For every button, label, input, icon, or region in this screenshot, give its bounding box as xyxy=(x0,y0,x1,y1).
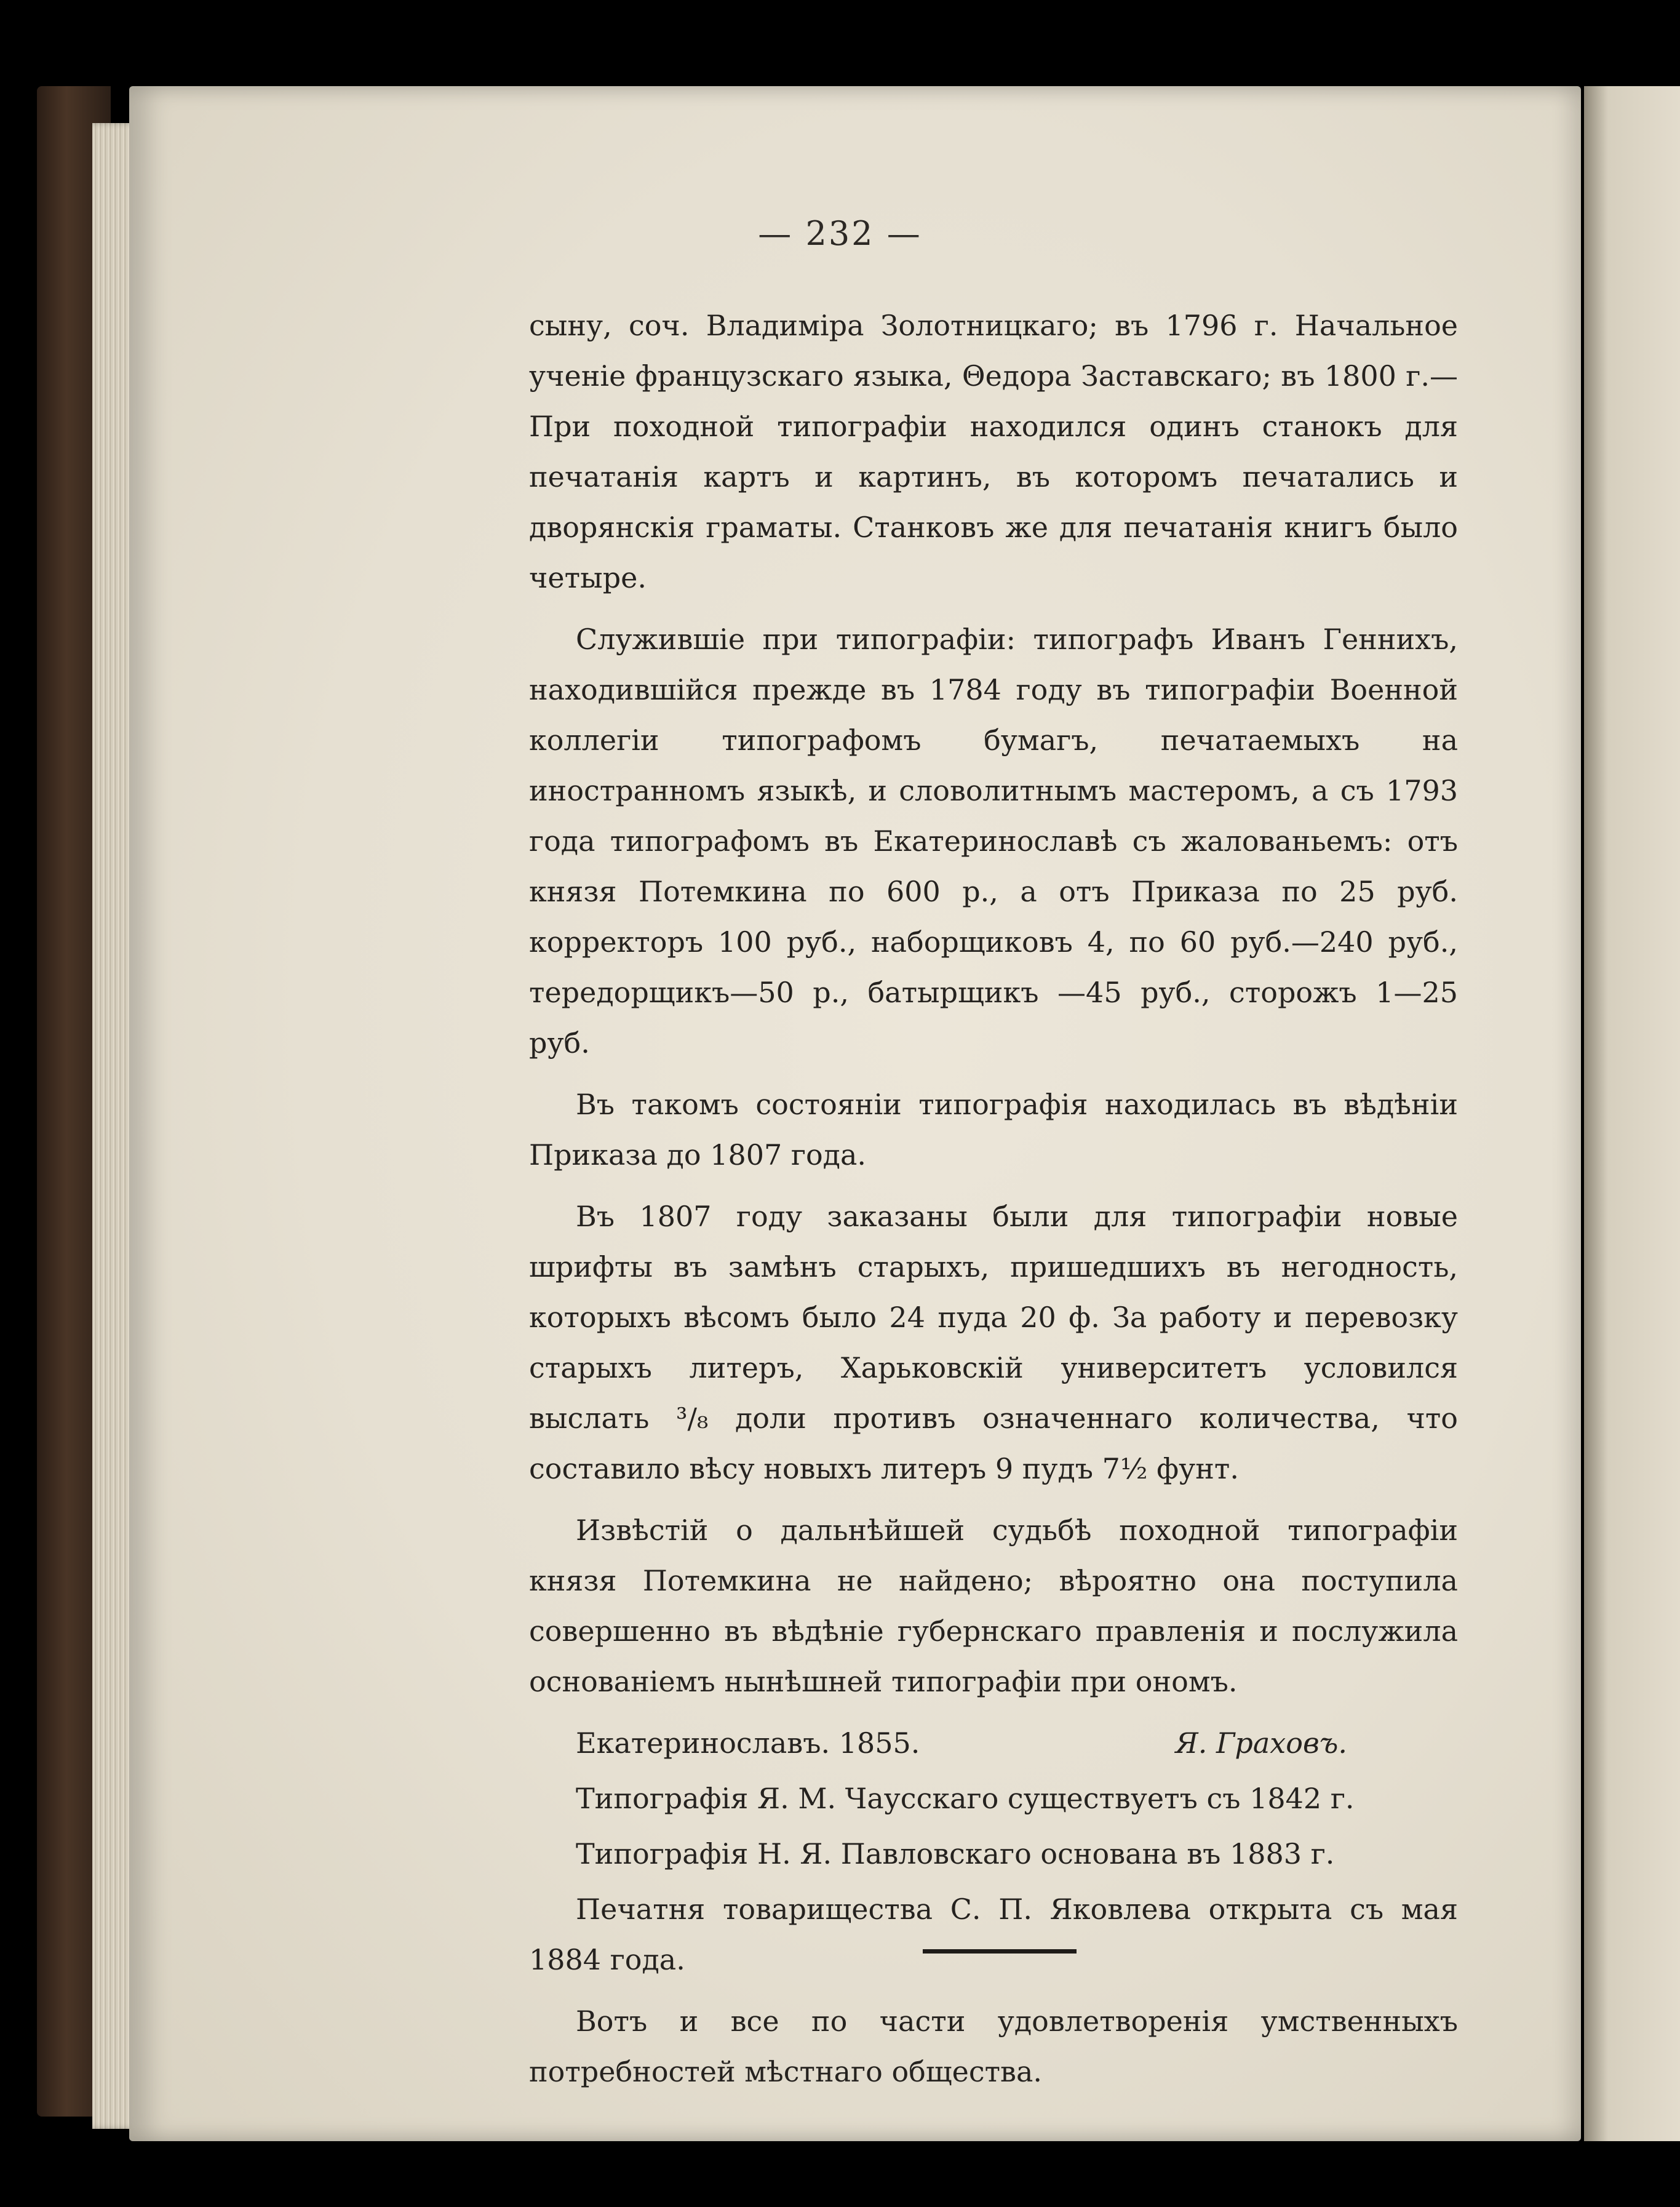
note: Типографія Я. М. Чаусскаго существуетъ съ 1842 г. xyxy=(576,1782,1355,1815)
note: Типографія Н. Я. Павловскаго основана въ 1883 г. xyxy=(576,1837,1335,1870)
paragraph: Извѣстій о дальнѣйшей судьбѣ походной типографіи князя Потемкина не найдено; вѣроятно она поступила совершенно въ вѣдѣніе губернскаго правленія и послужила основаніемъ нынѣшней типографіи при ономъ. xyxy=(529,1514,1458,1698)
paragraph: сыну, соч. Владиміра Золотницкаго; въ 1796 г. Начальное ученіе французскаго языка, Θедора Заставскаго; въ 1800 г.— При походной типографіи находился одинъ станокъ для печатанія картъ и картинъ, въ которомъ печатались и дворянскія граматы. Станковъ же для печатанія книгъ было четыре. xyxy=(529,309,1458,594)
paragraph: Въ 1807 году заказаны были для типографіи новые шрифты въ замѣнъ старыхъ, пришедшихъ въ негодность, которыхъ вѣсомъ было 24 пуда 20 ф. За работу и перевозку старыхъ литеръ, Харьковскій университетъ условился выслать ³/₈ доли противъ означеннаго количества, что составило вѣсу новыхъ литеръ 9 пудъ 7½ фунт. xyxy=(529,1200,1458,1485)
signature-line xyxy=(529,1718,1458,1768)
note: Вотъ и все по части удовлетворенія умственныхъ потребностей мѣстнаго общества. xyxy=(529,2005,1458,2088)
page-text xyxy=(529,300,1458,2108)
facing-page-edge xyxy=(1584,86,1680,2141)
page-number: — 232 — xyxy=(758,214,922,253)
closing-rule xyxy=(923,1949,1077,1954)
note: Печатня товарищества С. П. Яковлева открыта съ мая 1884 года. xyxy=(529,1893,1458,1976)
author-signature: Я. Граховъ. xyxy=(1175,1726,1347,1760)
place-date: Екатеринославъ. 1855. xyxy=(576,1726,920,1760)
paragraph: Служившіе при типографіи: типографъ Иванъ Геннихъ, находившійся прежде въ 1784 году въ типографіи Военной коллегіи типографомъ бумагъ, печатаемыхъ на иностранномъ языкѣ, и словолитнымъ мастеромъ, а съ 1793 года типографомъ въ Екатеринославѣ съ жалованьемъ: отъ князя Потемкина по 600 р., а отъ Приказа по 25 руб. корректоръ 100 руб., наборщиковъ 4, по 60 руб.—240 руб., тередорщикъ—50 р., батырщикъ —45 руб., сторожъ 1—25 руб. xyxy=(529,623,1458,1060)
paragraph: Въ такомъ состояніи типографія находилась въ вѣдѣніи Приказа до 1807 года. xyxy=(529,1088,1458,1171)
